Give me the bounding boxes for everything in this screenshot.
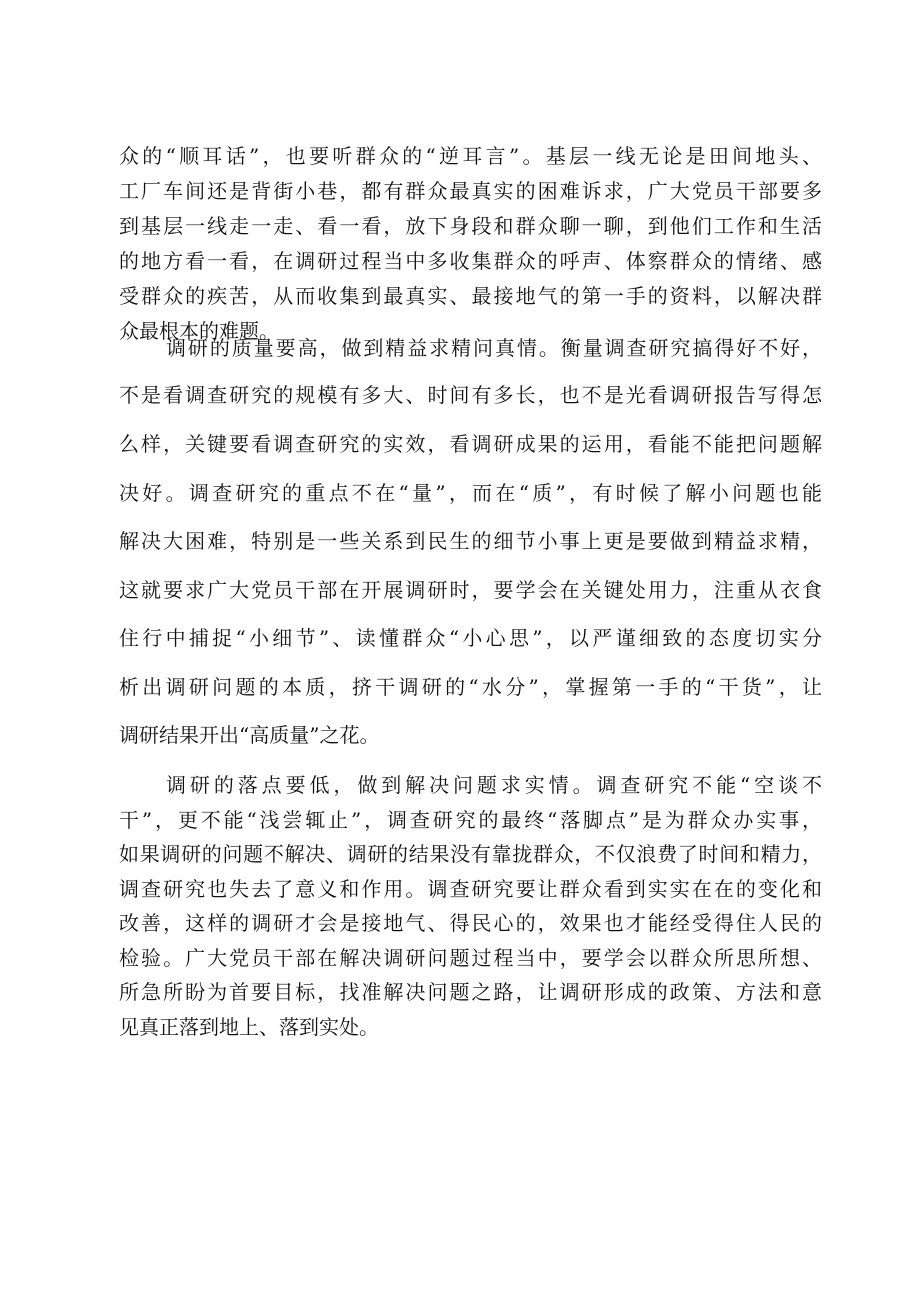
- paragraph-line: 调查研究也失去了意义和作用。调查研究要让群众看到实实在在的变化和: [119, 877, 822, 901]
- paragraph-line: 见真正落到地上、落到实处。: [119, 1015, 379, 1039]
- paragraph-line: 不是看调查研究的规模有多大、时间有多长，也不是光看调研报告写得怎: [119, 383, 822, 407]
- paragraph-line: 众最根本的难题。: [119, 319, 279, 343]
- paragraph-line: 工厂车间还是背街小巷，都有群众最真实的困难诉求，广大党员干部要多: [119, 179, 822, 203]
- paragraph-line: 决好。调查研究的重点不在“量”，而在“质”，有时候了解小问题也能: [119, 481, 822, 505]
- paragraph-line: 解决大困难，特别是一些关系到民生的细节小事上更是要做到精益求精，: [119, 529, 822, 553]
- paragraph-line: 受群众的疾苦，从而收集到最真实、最接地气的第一手的资料，以解决群: [119, 284, 822, 308]
- paragraph-line: 调研的质量要高，做到精益求精问真情。衡量调查研究搞得好不好，: [166, 336, 822, 360]
- paragraph-line: 调研的落点要低，做到解决问题求实情。调查研究不能“空谈不: [166, 773, 822, 797]
- paragraph-line: 调研结果开出“高质量”之花。: [119, 723, 380, 747]
- paragraph-line: 住行中捕捉“小细节”、读懂群众“小心思”，以严谨细致的态度切实分: [119, 626, 822, 650]
- paragraph-line: 到基层一线走一走、看一看，放下身段和群众聊一聊，到他们工作和生活: [119, 214, 822, 238]
- paragraph-line: 干”，更不能“浅尝辄止”，调查研究的最终“落脚点”是为群众办实事，: [119, 808, 822, 832]
- paragraph-line: 析出调研问题的本质，挤干调研的“水分”，掌握第一手的“干货”，让: [119, 675, 822, 699]
- paragraph-line: 的地方看一看，在调研过程当中多收集群众的呼声、体察群众的情绪、感: [119, 249, 822, 273]
- paragraph-line: 检验。广大党员干部在解决调研问题过程当中，要学会以群众所思所想、: [119, 946, 822, 970]
- paragraph-line: 所急所盼为首要目标，找准解决问题之路，让调研形成的政策、方法和意: [119, 980, 822, 1004]
- paragraph-line: 么样，关键要看调查研究的实效，看调研成果的运用，看能不能把问题解: [119, 432, 822, 456]
- paragraph-line: 如果调研的问题不解决、调研的结果没有靠拢群众，不仅浪费了时间和精力，: [119, 842, 822, 866]
- paragraph-line: 这就要求广大党员干部在开展调研时，要学会在关键处用力，注重从衣食: [119, 578, 822, 602]
- paragraph-line: 众的“顺耳话”，也要听群众的“逆耳言”。基层一线无论是田间地头、: [119, 144, 822, 168]
- paragraph-line: 改善，这样的调研才会是接地气、得民心的，效果也才能经受得住人民的: [119, 911, 822, 935]
